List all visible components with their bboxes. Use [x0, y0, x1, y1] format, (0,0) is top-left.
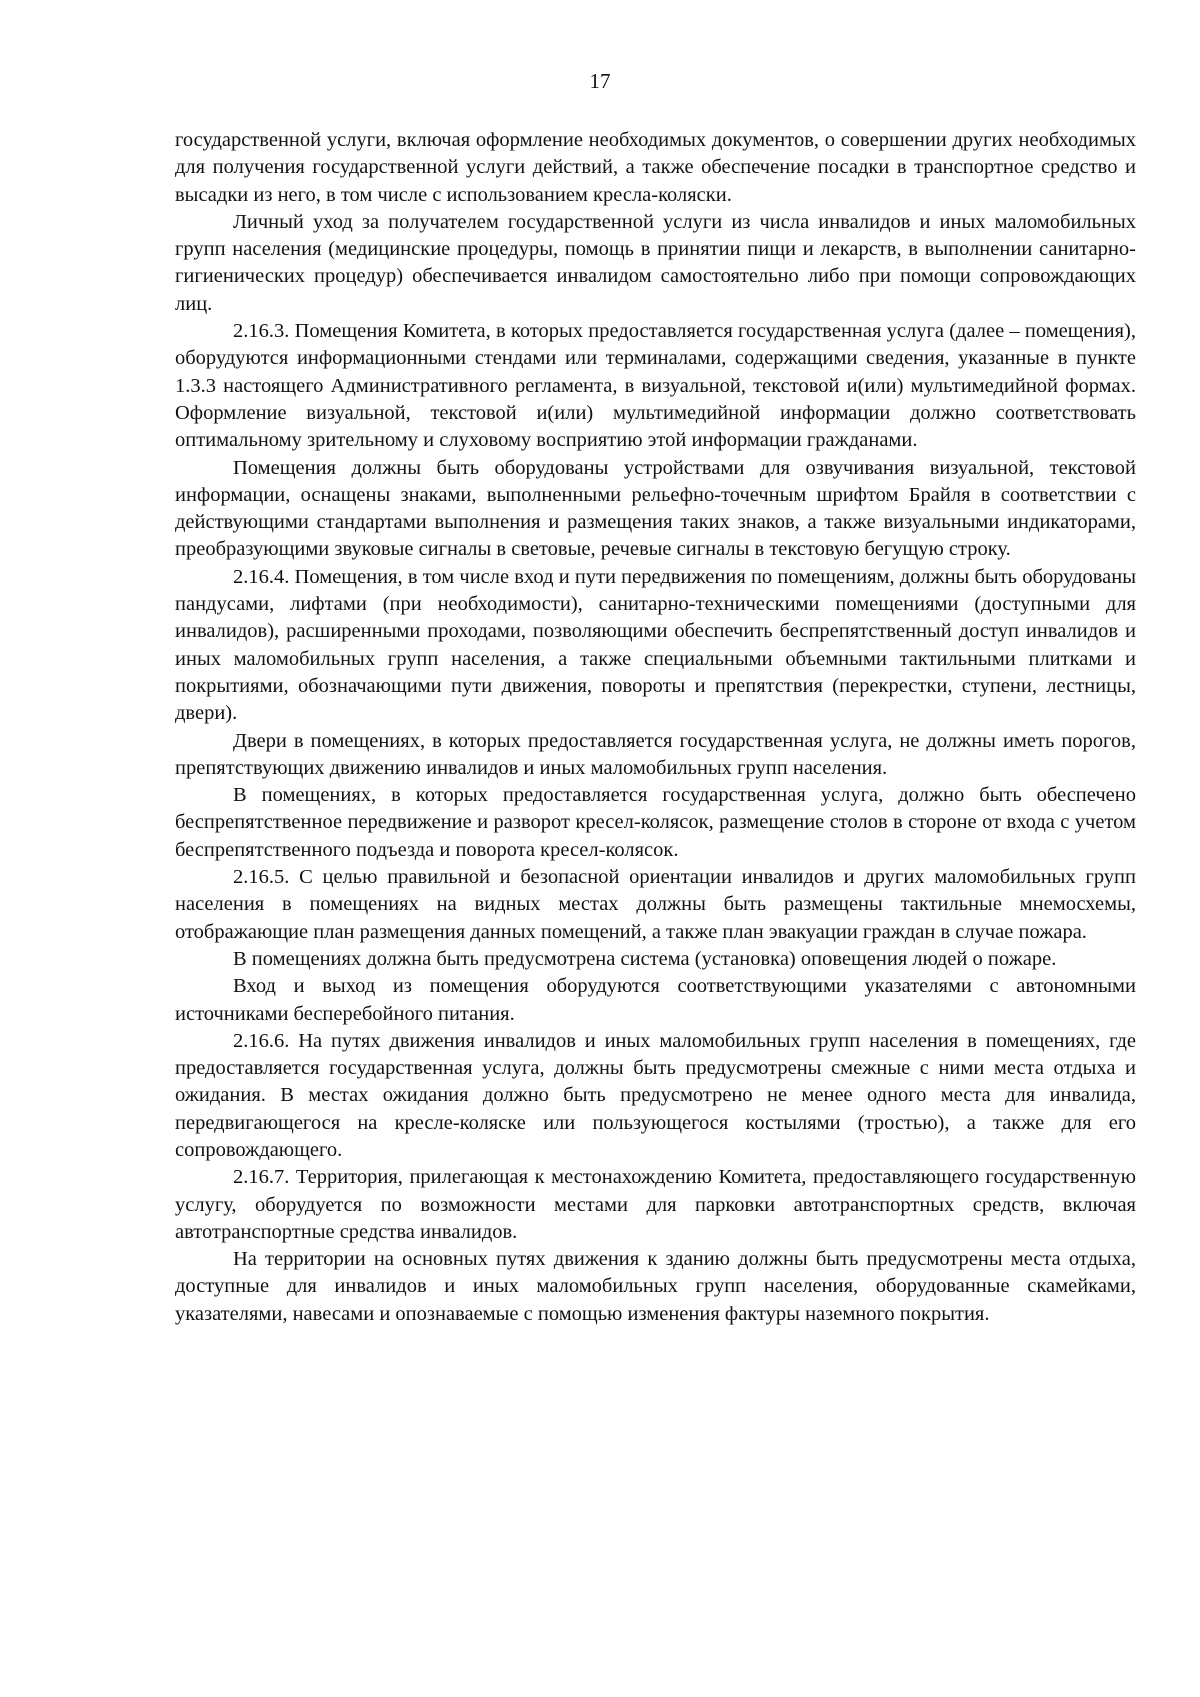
paragraph-7: В помещениях, в которых предоставляется государственная услуга, должно быть обеспечено беспрепятственное передвижение и разворот кресел-колясок, размещение столов в стороне от входа с учетом беспрепятственного подъезда и поворота кресел-колясок.	[175, 784, 1136, 861]
paragraph-13: На территории на основных путях движения к зданию должны быть предусмотрены места отдыха, доступные для инвалидов и иных маломобильных групп населения, оборудованные скамейками, указателями, навесами и опознаваемые с помощью изменения фактуры наземного покрытия.	[175, 1248, 1136, 1325]
paragraph-8: 2.16.5. С целью правильной и безопасной ориентации инвалидов и других маломобильных групп населения в помещениях на видных местах должны быть размещены тактильные мнемосхемы, отображающие план размещения данных помещений, а также план эвакуации граждан в случае пожара.	[175, 866, 1136, 943]
paragraph-1: государственной услуги, включая оформление необходимых документов, о совершении других необходимых для получения государственной услуги действий, а также обеспечение посадки в транспортное средство и высадки из него, в том числе с использованием кресла-коляски.	[175, 129, 1136, 206]
paragraph-4: Помещения должны быть оборудованы устройствами для озвучивания визуальной, текстовой информации, оснащены знаками, выполненными рельефно-точечным шрифтом Брайля в соответствии с действующими стандартами выполнения и размещения таких знаков, а также визуальными индикаторами, преобразующими звуковые сигналы в световые, речевые сигналы в текстовую бегущую строку.	[175, 456, 1136, 561]
paragraph-12: 2.16.7. Территория, прилегающая к местонахождению Комитета, предоставляющего государственную услугу, оборудуется по возможности местами для парковки автотранспортных средств, включая автотранспортные средства инвалидов.	[175, 1166, 1136, 1243]
paragraph-9: В помещениях должна быть предусмотрена система (установка) оповещения людей о пожаре.	[233, 947, 1057, 970]
body-text	[175, 127, 1136, 1328]
paragraph-2: Личный уход за получателем государственной услуги из числа инвалидов и иных маломобильных групп населения (медицинские процедуры, помощь в принятии пищи и лекарств, в выполнении санитарно-гигиенических процедур) обеспечивается инвалидом самостоятельно либо при помощи сопровождающих лиц.	[175, 210, 1136, 315]
paragraph-6: Двери в помещениях, в которых предоставляется государственная услуга, не должны иметь порогов, препятствующих движению инвалидов и иных маломобильных групп населения.	[175, 729, 1136, 779]
paragraph-10: Вход и выход из помещения оборудуются соответствующими указателями с автономными источниками бесперебойного питания.	[175, 975, 1136, 1025]
paragraph-5: 2.16.4. Помещения, в том числе вход и пути передвижения по помещениям, должны быть оборудованы пандусами, лифтами (при необходимости), санитарно-техническими помещениями (доступными для инвалидов), расширенными проходами, позволяющими обеспечить беспрепятственный доступ инвалидов и иных маломобильных групп населения, а также специальными объемными тактильными плитками и покрытиями, обозначающими пути движения, повороты и препятствия (перекрестки, ступени, лестницы, двери).	[175, 565, 1136, 725]
paragraph-3: 2.16.3. Помещения Комитета, в которых предоставляется государственная услуга (далее – помещения), оборудуются информационными стендами или терминалами, содержащими сведения, указанные в пункте 1.3.3 настоящего Административного регламента, в визуальной, текстовой и(или) мультимедийной формах. Оформление визуальной, текстовой и(или) мультимедийной информации должно соответствовать оптимальному зрительному и слуховому восприятию этой информации гражданами.	[175, 320, 1136, 452]
paragraph-11: 2.16.6. На путях движения инвалидов и иных маломобильных групп населения в помещениях, где предоставляется государственная услуга, должны быть предусмотрены смежные с ними места отдыха и ожидания. В местах ожидания должно быть предусмотрено не менее одного места для инвалида, передвигающегося на кресле-коляске или пользующегося костылями (тростью), а также для его сопровождающего.	[175, 1029, 1136, 1161]
page-number: 17	[589, 69, 611, 93]
